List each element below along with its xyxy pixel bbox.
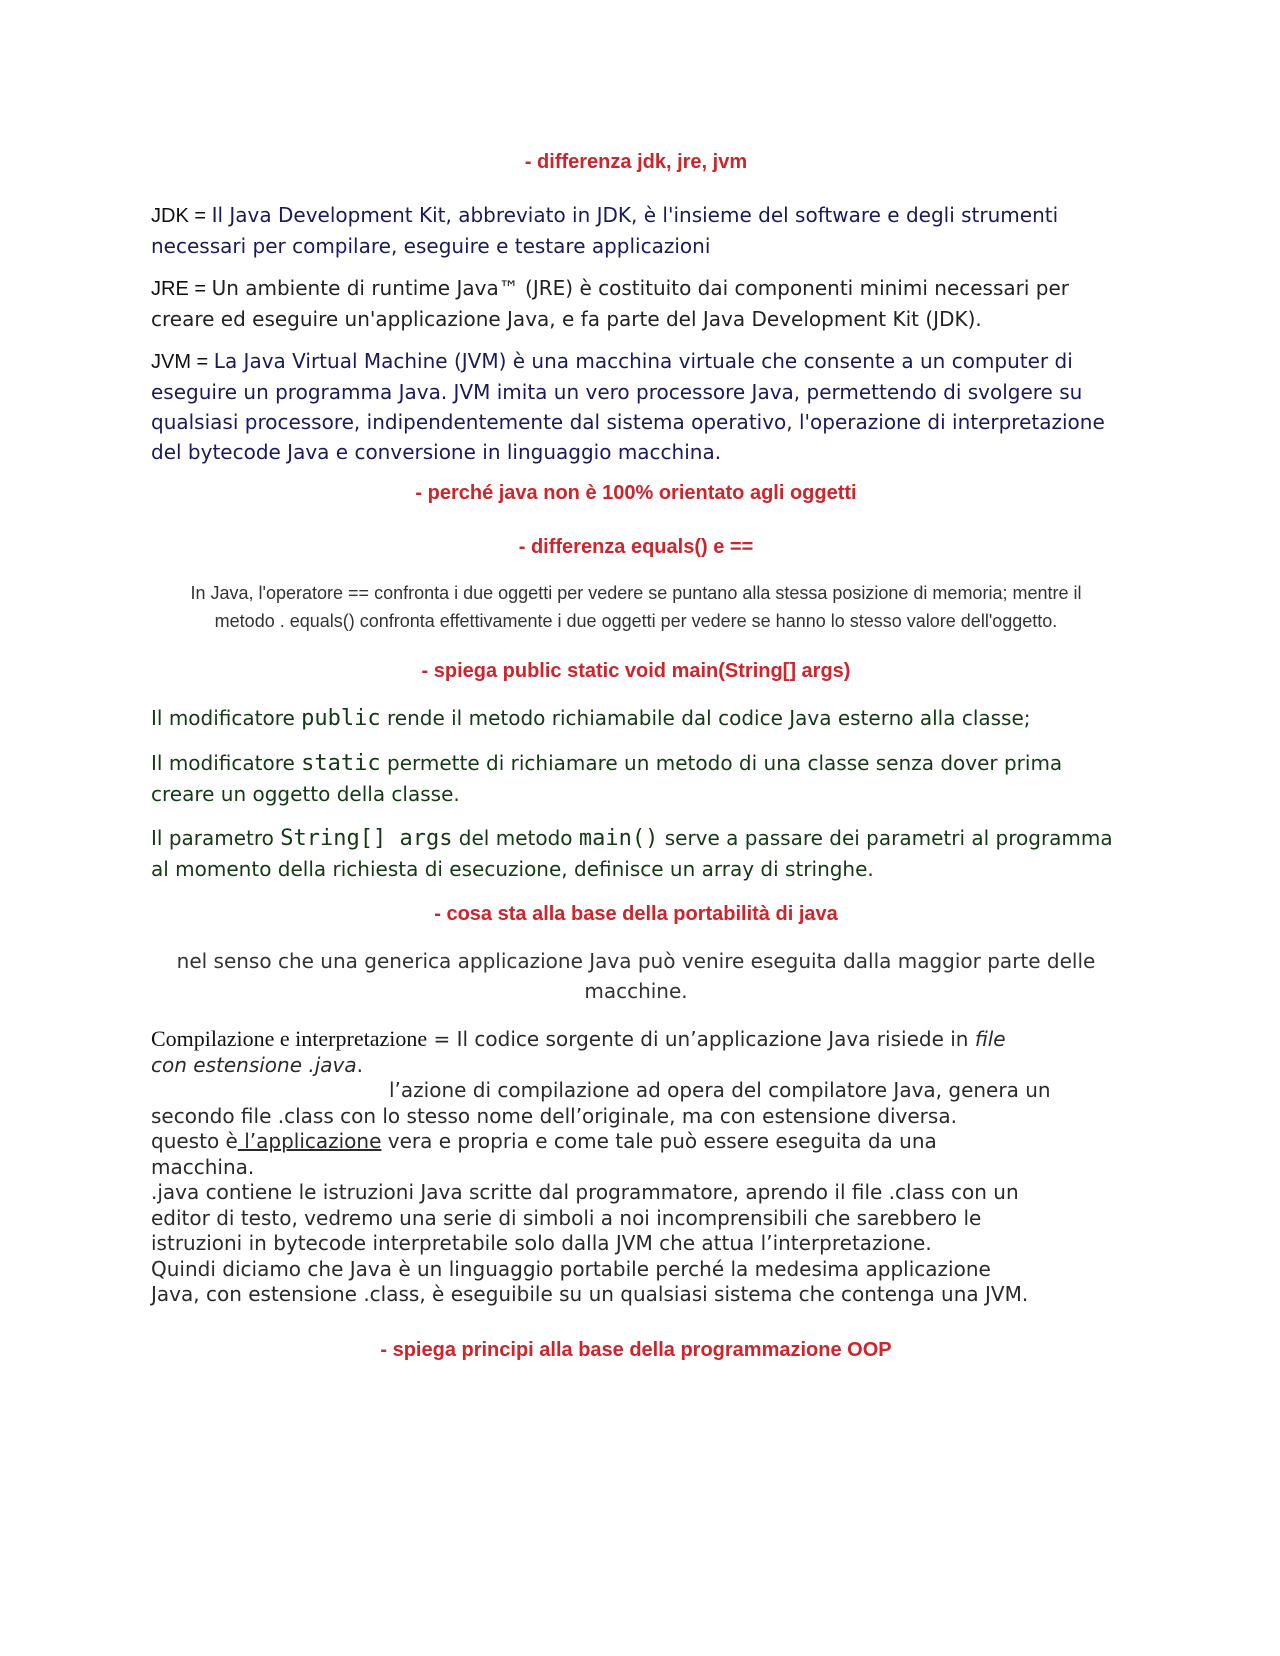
compilation-line-6: macchina. [151, 1154, 255, 1179]
public-code: public [301, 706, 381, 731]
compilation-line-1: Compilazione e interpretazione = Il codice sorgente di un’applicazione Java risiede in file [151, 1026, 1006, 1051]
heading-portability: - cosa sta alla base della portabilità di java [434, 903, 838, 925]
compilation-line-2: con estensione .java. [151, 1052, 363, 1077]
public-pre: Il modificatore [151, 706, 302, 730]
paragraph-compilation [151, 1026, 1121, 1308]
jre-text: Un ambiente di runtime Java™ (JRE) è costituito dai componenti minimi necessari per creare ed eseguire un'applicazione Java, e fa parte del Java Development Kit (JDK). [151, 276, 1069, 331]
jvm-text: La Java Virtual Machine (JVM) è una macchina virtuale che consente a un computer di eseguire un programma Java. JVM imita un vero processore Java, permettendo di svolgere su qualsiasi processore, indipendentemente dal sistema operativo, l'operazione di interpretazione del bytecode Java e conversione in linguaggio macchina. [151, 349, 1105, 464]
paragraph-portability: nel senso che una generica applicazione Java può venire eseguita dalla maggior parte delle macchine. [176, 949, 1096, 1003]
paragraph-static [151, 748, 1121, 809]
paragraph-jre [151, 273, 1121, 334]
paragraph-equals: In Java, l'operatore == confronta i due oggetti per vedere se puntano alla stessa posizione di memoria; mentre il metodo . equals() confronta effettivamente i due oggetti per vedere se hanno lo stesso valore dell'oggetto. [190, 583, 1082, 631]
compilation-line-3: l’azione di compilazione ad opera del compilatore Java, genera un [389, 1078, 1051, 1102]
args-code: String[] args [280, 826, 453, 851]
static-pre: Il modificatore [151, 751, 302, 775]
heading-main: - spiega public static void main(String[] args) [421, 660, 851, 682]
compilation-line-10: Quindi diciamo che Java è un linguaggio portabile perché la medesima applicazione [151, 1256, 991, 1281]
public-post: rende il metodo richiamabile dal codice Java esterno alla classe; [380, 706, 1031, 730]
heading-equals: - differenza equals() e == [518, 536, 754, 558]
compilation-line-4: secondo file .class con lo stesso nome dell’originale, ma con estensione diversa. [151, 1103, 957, 1128]
args-mid: del metodo [452, 826, 579, 850]
jdk-text: Il Java Development Kit, abbreviato in JDK, è l'insieme del software e degli strumenti necessari per compilare, eseguire e testare applicazioni [151, 203, 1059, 258]
document-body [151, 148, 1121, 1364]
compilation-line-9: istruzioni in bytecode interpretabile solo dalla JVM che attua l’interpretazione. [151, 1231, 932, 1255]
compilation-line-8: editor di testo, vedremo una serie di simboli a noi incomprensibili che sarebbero le [151, 1205, 982, 1230]
paragraph-jvm [151, 346, 1121, 467]
paragraph-args [151, 823, 1121, 884]
static-post: permette di richiamare un metodo di una classe senza dover prima creare un oggetto della classe. [151, 751, 1063, 806]
heading-jdk-jre-jvm: - differenza jdk, jre, jvm [524, 151, 748, 173]
compilation-line-11: Java, con estensione .class, è eseguibile su un qualsiasi sistema che contenga una JVM. [151, 1282, 1029, 1306]
jvm-label: JVM = [151, 351, 214, 373]
compilation-line-5: questo è l’applicazione vera e propria e come tale può essere eseguita da una [151, 1129, 937, 1153]
heading-oop-principles: - spiega principi alla base della programmazione OOP [380, 1338, 892, 1361]
main-code: main() [578, 826, 659, 851]
compilation-label: Compilazione e interpretazione [151, 1026, 428, 1051]
args-post: serve a passare dei parametri al programma al momento della richiesta di esecuzione, definisce un array di stringhe. [151, 826, 1113, 881]
paragraph-public [151, 703, 1121, 734]
args-pre: Il parametro [151, 826, 281, 850]
jre-label: JRE = [151, 278, 212, 300]
jdk-label: JDK = [151, 205, 212, 227]
heading-oop-100: - perché java non è 100% orientato agli oggetti [415, 482, 857, 504]
compilation-line-7: .java contiene le istruzioni Java scritte dal programmatore, aprendo il file .class con un [151, 1180, 1019, 1204]
static-code: static [301, 751, 381, 776]
paragraph-jdk [151, 200, 1121, 261]
